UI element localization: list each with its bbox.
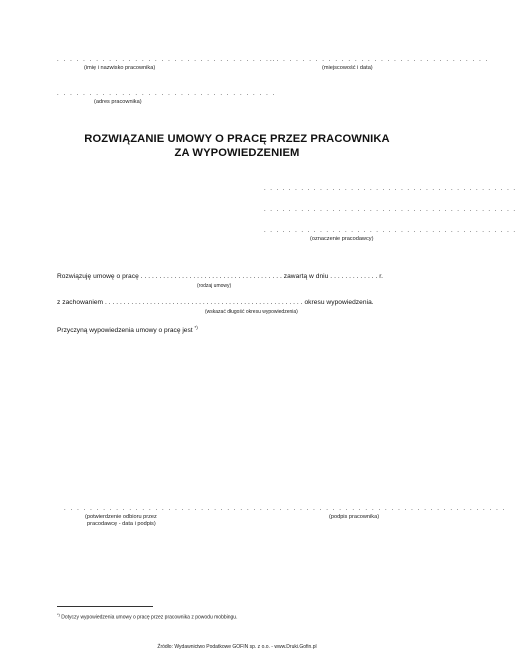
employer-receipt-caption-1: (potwierdzenie odbioru przez [85,514,157,520]
employee-address-caption: (adres pracownika) [94,99,142,105]
employee-name-dots: . . . . . . . . . . . . . . . . . . . . . . . . . . . . . . . . . . [57,57,276,63]
termination-statement: Rozwiązuję umowę o pracę . . . . . . . . . . . . . . . . . . . . . . . . . . . . . . . . . . . . . . zawartą w dniu . . . . . . . . . . . . . r. [57,273,383,280]
employer-dots-2: . . . . . . . . . . . . . . . . . . . . . . . . . . . . . . . . . . . . . . . . . [264,207,516,213]
employee-signature-dots: . . . . . . . . . . . . . . . . . . . . . . . . . . . . . . . . . . [287,506,506,512]
employee-signature-caption: (podpis pracownika) [329,514,380,520]
employer-caption: (oznaczenie pracodawcy) [310,236,374,242]
notice-period-caption: (wskazać długość okresu wypowiedzenia) [205,309,298,315]
employer-dots-3: . . . . . . . . . . . . . . . . . . . . . . . . . . . . . . . . . . . . . . . . . [264,228,516,234]
employee-address-dots: . . . . . . . . . . . . . . . . . . . . . . . . . . . . . . . . . . [57,91,276,97]
notice-period-statement: z zachowaniem . . . . . . . . . . . . . . . . . . . . . . . . . . . . . . . . . . . . . . . . . . . . . . . . . . . . . okresu wypowiedzenia. [57,299,374,306]
document-title-line-2: ZA WYPOWIEDZENIEM [174,147,300,159]
footnote-separator [57,606,153,607]
place-date-caption: (miejscowość i data) [322,65,373,71]
footnote-mark: *) [57,612,60,617]
employer-receipt-caption-2: pracodawcę - data i podpis) [87,521,156,527]
footnote-text: Dotyczy wypowiedzenia umowy o pracę przez pracownika z powodu mobbingu. [61,614,238,621]
footnote [57,612,237,621]
employee-name-caption: (imię i nazwisko pracownika) [84,65,156,71]
employer-receipt-dots: . . . . . . . . . . . . . . . . . . . . . . . . . . . . . . . . . . [64,506,283,512]
termination-reason [57,325,198,334]
contract-type-caption: (rodzaj umowy) [197,283,232,289]
employer-dots-1: . . . . . . . . . . . . . . . . . . . . . . . . . . . . . . . . . . . . . . . . . [264,186,516,192]
termination-reason-text: Przyczyną wypowiedzenia umowy o pracę jest [57,327,193,335]
place-date-dots: . . . . . . . . . . . . . . . . . . . . . . . . . . . . . . . . . . [270,57,489,63]
termination-reason-footnote-mark: *) [194,325,198,330]
source-line: Źródło: Wydawnictwo Podatkowe GOFIN sp. z o.o. - www.Druki.Gofin.pl [157,644,317,650]
document-title-line-1: ROZWIĄZANIE UMOWY O PRACĘ PRZEZ PRACOWNIKA [84,133,390,145]
